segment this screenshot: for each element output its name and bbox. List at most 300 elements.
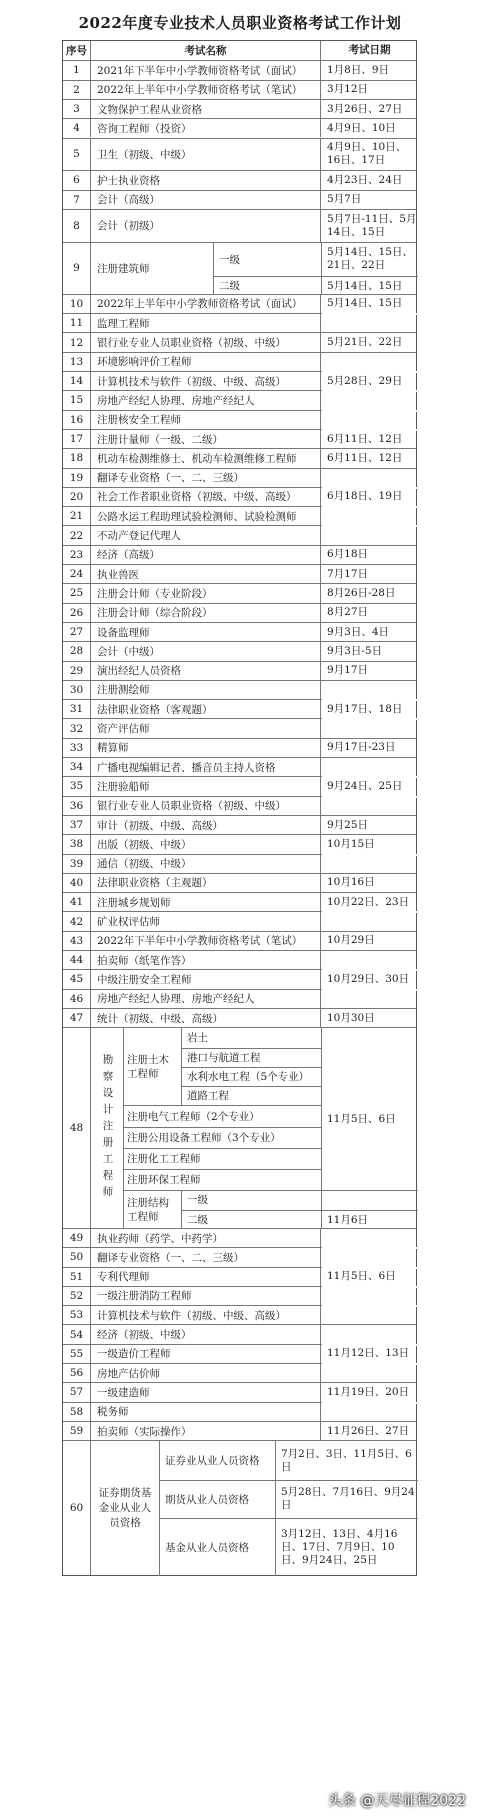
exam-name: 文物保护工程从业资格 <box>91 100 321 118</box>
exam-name: 2022年上半年中小学教师资格考试（面试） <box>91 295 321 313</box>
table-row <box>63 1402 416 1421</box>
row-number: 54 <box>63 1325 91 1343</box>
divider <box>181 1048 321 1049</box>
row-number: 50 <box>63 1248 91 1266</box>
exam-name: 拍卖师（纸笔作答） <box>91 951 321 969</box>
table-row <box>63 468 416 487</box>
table-row-48 <box>63 1027 416 1228</box>
exam-name: 法律职业资格（客观题） <box>91 700 321 718</box>
row-number: 53 <box>63 1306 91 1324</box>
exam-date: 5月28日、29日 <box>327 374 403 387</box>
merge-mask <box>322 718 418 720</box>
exam-date: 9月24日、25日 <box>327 779 403 792</box>
exam-name: 一级注册消防工程师 <box>91 1287 321 1305</box>
exam-schedule-table <box>62 40 417 1576</box>
table-row <box>63 776 416 795</box>
exam-name: 2021年下半年中小学教师资格考试（面试） <box>91 61 321 79</box>
merge-mask <box>322 989 418 991</box>
header-num: 序号 <box>63 41 91 60</box>
row-number: 17 <box>63 430 91 448</box>
merge-mask <box>322 506 418 508</box>
header-name: 考试名称 <box>91 41 321 60</box>
table-row <box>63 969 416 988</box>
exam-date: 10月15日 <box>327 837 375 850</box>
exam-name: 注册核安全工程师 <box>91 411 321 429</box>
exam-name: 出版（初级、中级） <box>91 835 321 853</box>
merge-mask <box>322 776 418 778</box>
table-row <box>63 313 416 332</box>
exam-date: 5月7日-11日、5月14日、15日 <box>327 212 417 238</box>
header-date: 考试日期 <box>348 44 391 57</box>
page-title: 2022年度专业技术人员职业资格考试工作计划 <box>78 14 402 32</box>
row-number: 24 <box>63 565 91 583</box>
row-number: 55 <box>63 1345 91 1363</box>
row-number: 4 <box>63 119 91 137</box>
exam-name: 法律职业资格（主观题） <box>91 874 321 892</box>
table-row <box>63 873 416 892</box>
row-number: 25 <box>63 584 91 602</box>
exam-name: 护士执业资格 <box>91 171 321 189</box>
exam-date: 11月5日、6日 <box>327 1113 396 1126</box>
merge-mask <box>322 1344 418 1346</box>
row-number: 38 <box>63 835 91 853</box>
row-number: 42 <box>63 912 91 930</box>
exam-name: 矿业权评估师 <box>91 912 321 930</box>
group-name: 证券期货基金业从业人员资格 <box>98 1487 152 1530</box>
exam-name: 注册会计师（综合阶段） <box>91 604 321 622</box>
row-number: 26 <box>63 604 91 622</box>
row-number: 19 <box>63 469 91 487</box>
exam-date: 1月8日、9日 <box>327 63 390 76</box>
table-row <box>63 661 416 680</box>
row-number: 56 <box>63 1364 91 1382</box>
exam-name: 卫生（初级、中级） <box>91 139 321 171</box>
merge-mask <box>322 429 418 431</box>
exam-name: 公路水运工程助理试验检测师、试验检测师 <box>91 507 321 525</box>
row-number: 44 <box>63 951 91 969</box>
table-row <box>63 815 416 834</box>
merge-mask <box>322 1305 418 1307</box>
table-row <box>63 1421 416 1440</box>
divider <box>159 1441 160 1576</box>
row-number: 28 <box>63 642 91 660</box>
row-number: 30 <box>63 681 91 699</box>
table-row <box>63 989 416 1008</box>
civil-item: 水利水电工程（5个专业） <box>187 1070 310 1083</box>
table-row <box>63 834 416 853</box>
row-number: 16 <box>63 411 91 429</box>
exam-name: 税务师 <box>91 1403 321 1421</box>
exam-date <box>321 469 418 487</box>
table-row <box>63 371 416 390</box>
row-number: 8 <box>63 210 91 242</box>
merge-mask <box>322 796 418 798</box>
exam-name: 银行业专业人员职业资格（初级、中级） <box>91 333 321 351</box>
exam-name: 环境影响评价工程师 <box>91 353 321 371</box>
exam-date <box>321 411 418 429</box>
row-number: 40 <box>63 874 91 892</box>
exam-date: 8月26日-28日 <box>327 586 396 599</box>
exam-date <box>321 912 418 930</box>
exam-name: 翻译专业资格（一、二、三级） <box>91 1248 321 1266</box>
row-number: 20 <box>63 488 91 506</box>
exam-name: 统计（初级、中级、高级） <box>91 1009 321 1027</box>
merge-mask <box>322 1363 418 1365</box>
exam-date: 9月3日、4日 <box>327 625 390 638</box>
exam-name: 会计（高级） <box>91 191 321 209</box>
table-row <box>63 931 416 950</box>
row-number: 37 <box>63 816 91 834</box>
table-row <box>63 641 416 660</box>
row-number: 32 <box>63 719 91 737</box>
exam-date <box>321 681 418 699</box>
table-header <box>63 41 416 60</box>
table-row <box>63 190 416 209</box>
divider <box>181 1086 321 1087</box>
row-number: 59 <box>63 1422 91 1440</box>
row-number: 13 <box>63 353 91 371</box>
table-row <box>63 352 416 371</box>
exam-date <box>321 758 418 776</box>
exam-date: 4月23日、24日 <box>327 173 403 186</box>
merge-mask <box>322 390 418 392</box>
exam-name: 注册城乡规划师 <box>91 893 321 911</box>
exam-date: 11月19日、20日 <box>327 1385 410 1398</box>
exam-date <box>321 1248 418 1266</box>
table-row <box>63 911 416 930</box>
table-row <box>63 1324 416 1343</box>
exam-date <box>321 855 418 873</box>
table-row <box>63 118 416 137</box>
exam-date: 10月30日 <box>327 1011 375 1024</box>
merge-mask <box>322 969 418 971</box>
table-row <box>63 138 416 171</box>
row-number: 18 <box>63 449 91 467</box>
row-number: 1 <box>63 61 91 79</box>
exam-name: 一级建造师 <box>91 1383 321 1401</box>
civil-item: 港口与航道工程 <box>187 1051 261 1064</box>
civil-engineer: 注册土木工程师 <box>127 1053 169 1080</box>
row-number: 47 <box>63 1009 91 1027</box>
exam-name: 咨询工程师（投资） <box>91 119 321 137</box>
row-number: 33 <box>63 739 91 757</box>
divider <box>213 276 418 277</box>
row-number: 49 <box>63 1229 91 1247</box>
table-row <box>63 1363 416 1382</box>
exam-name: 会计（初级） <box>91 210 321 242</box>
exam-date <box>321 1403 418 1421</box>
row-number: 22 <box>63 526 91 544</box>
exam-name: 审计（初级、中级、高级） <box>91 816 321 834</box>
exam-date: 6月18日 <box>327 548 369 561</box>
exam-name: 执业药师（药学、中药学） <box>91 1229 321 1247</box>
row-number: 10 <box>63 295 91 313</box>
exam-name: 精算师 <box>91 739 321 757</box>
exam-date: 5月7日 <box>327 193 362 206</box>
row-number: 52 <box>63 1287 91 1305</box>
row-number: 21 <box>63 507 91 525</box>
merge-mask <box>322 487 418 489</box>
row-number: 31 <box>63 700 91 718</box>
civil-item: 道路工程 <box>187 1090 229 1103</box>
table-row <box>63 294 416 313</box>
table-row <box>63 699 416 718</box>
civil-item: 岩土 <box>187 1032 208 1045</box>
divider <box>275 1441 276 1576</box>
table-row-60 <box>63 1440 416 1575</box>
exam-name: 机动车检测维修士、机动车检测维修工程师 <box>91 449 321 467</box>
table-row <box>63 892 416 911</box>
exam-date: 5月28日、7月16日、9月24日 <box>281 1486 415 1512</box>
exam-name: 银行业专业人员职业资格（初级、中级） <box>91 797 321 815</box>
exam-date: 3月26日、27日 <box>327 102 403 115</box>
row-number: 60 <box>63 1441 91 1575</box>
exam-name: 计算机技术与软件（初级、中级、高级） <box>91 372 321 390</box>
table-row <box>63 429 416 448</box>
merge-mask <box>322 1267 418 1269</box>
exam-date: 10月16日 <box>327 876 375 889</box>
exam-date: 6月11日、12日 <box>327 451 403 464</box>
exam-name: 一级造价工程师 <box>91 1345 321 1363</box>
structural-engineer: 注册结构工程师 <box>127 1196 169 1223</box>
exam-name: 注册会计师（专业阶段） <box>91 584 321 602</box>
exam-name: 监理工程师 <box>91 314 321 332</box>
exam-name: 设备监理师 <box>91 623 321 641</box>
exam-date <box>321 526 418 544</box>
exam-date <box>321 1325 418 1343</box>
table-row <box>63 170 416 189</box>
exam-date: 11月5日、6日 <box>327 1270 396 1283</box>
merge-mask <box>322 1402 418 1404</box>
exam-name: 房地产经纪人协理、房地产经纪人 <box>91 391 321 409</box>
table-row <box>63 1247 416 1266</box>
struct-level: 二级 <box>187 1213 208 1226</box>
exam-date: 9月25日 <box>327 818 369 831</box>
exam-name: 翻译专业资格（一、二、三级） <box>91 469 321 487</box>
row-number: 46 <box>63 990 91 1008</box>
engineer-type: 注册化工工程师 <box>127 1152 201 1165</box>
exam-date: 4月9日、10日 <box>327 121 396 134</box>
engineer-type: 注册公用设备工程师（3个专业） <box>127 1131 281 1144</box>
table-row <box>63 1228 416 1247</box>
exam-date: 9月17日-23日 <box>327 741 396 754</box>
row-number: 39 <box>63 855 91 873</box>
merge-mask <box>322 854 418 856</box>
row-number: 43 <box>63 932 91 950</box>
exam-date <box>321 1287 418 1305</box>
divider <box>213 243 214 295</box>
table-row <box>63 1008 416 1027</box>
exam-name: 期货从业人员资格 <box>165 1493 249 1506</box>
exam-name: 广播电视编辑记者、播音员主持人资格 <box>91 758 321 776</box>
table-row <box>63 1267 416 1286</box>
table-row <box>63 410 416 429</box>
table-row <box>63 796 416 815</box>
table-row <box>63 854 416 873</box>
row-number: 12 <box>63 333 91 351</box>
row-number: 34 <box>63 758 91 776</box>
exam-date: 3月12日 <box>327 83 369 96</box>
merge-mask <box>322 410 418 412</box>
exam-name: 不动产登记代理人 <box>91 526 321 544</box>
row-number: 7 <box>63 191 91 209</box>
table-row <box>63 80 416 99</box>
divider <box>321 243 322 295</box>
sub-level: 一级 <box>219 253 240 266</box>
exam-name: 注册计量师（一级、二级） <box>91 430 321 448</box>
row-number: 3 <box>63 100 91 118</box>
exam-date: 5月14日、15日 <box>327 279 403 292</box>
row-number: 27 <box>63 623 91 641</box>
table-row <box>63 332 416 351</box>
exam-name: 专利代理师 <box>91 1268 321 1286</box>
exam-name: 会计（中级） <box>91 642 321 660</box>
table-row <box>63 718 416 737</box>
exam-date: 4月9日、10日、16日、17日 <box>327 141 407 167</box>
exam-date: 8月27日 <box>327 606 369 619</box>
exam-name: 2022年下半年中小学教师资格考试（笔试） <box>91 932 321 950</box>
table-row <box>63 99 416 118</box>
table-row <box>63 1286 416 1305</box>
exam-date: 9月3日-5日 <box>327 644 383 657</box>
exam-date <box>321 314 418 332</box>
exam-date <box>321 391 418 409</box>
exam-name: 中级注册安全工程师 <box>91 970 321 988</box>
row-number: 45 <box>63 970 91 988</box>
merge-mask <box>322 1286 418 1288</box>
row-number: 57 <box>63 1383 91 1401</box>
merge-mask <box>322 313 418 315</box>
table-row <box>63 622 416 641</box>
table-row <box>63 60 416 79</box>
row-number: 36 <box>63 797 91 815</box>
row-number: 11 <box>63 314 91 332</box>
merge-mask <box>322 911 418 913</box>
table-row <box>63 487 416 506</box>
exam-date: 7月17日 <box>327 567 369 580</box>
exam-name: 资产评估师 <box>91 719 321 737</box>
merge-mask <box>322 371 418 373</box>
divider <box>181 1210 418 1211</box>
sub-level: 二级 <box>219 279 240 292</box>
row-number: 9 <box>63 243 91 294</box>
exam-name: 经济（初级、中级） <box>91 1325 321 1343</box>
divider <box>181 1067 321 1068</box>
engineer-type: 注册环保工程师 <box>127 1174 201 1187</box>
divider <box>123 1028 124 1229</box>
exam-name: 执业兽医 <box>91 565 321 583</box>
row-number: 2 <box>63 81 91 99</box>
row-number: 58 <box>63 1403 91 1421</box>
row-number: 35 <box>63 777 91 795</box>
exam-date: 10月22日、23日 <box>327 895 410 908</box>
table-row <box>63 390 416 409</box>
table-row <box>63 738 416 757</box>
exam-date: 6月18日、19日 <box>327 490 403 503</box>
row-number: 29 <box>63 662 91 680</box>
table-row <box>63 564 416 583</box>
exam-name: 2022年上半年中小学教师资格考试（笔试） <box>91 81 321 99</box>
table-row <box>63 757 416 776</box>
exam-date <box>321 1229 418 1247</box>
row-number: 48 <box>63 1028 91 1228</box>
exam-name: 拍卖师（实际操作） <box>91 1422 321 1440</box>
exam-name: 房地产经纪人协理、房地产经纪人 <box>91 990 321 1008</box>
row-number: 41 <box>63 893 91 911</box>
group-name: 勘察设计注册工程师 <box>101 1054 114 1203</box>
exam-name: 注册建筑师 <box>97 263 150 276</box>
exam-date <box>321 951 418 969</box>
exam-date: 3月12日、13日、4月16日、17日、7月9日、10日、9月24日、25日 <box>281 1527 398 1566</box>
merge-mask <box>322 525 418 527</box>
exam-date: 6月11日、12日 <box>327 432 403 445</box>
divider <box>321 1028 322 1229</box>
exam-date <box>321 797 418 815</box>
exam-date <box>321 719 418 737</box>
row-number: 51 <box>63 1268 91 1286</box>
exam-date <box>321 990 418 1008</box>
exam-date: 10月29日 <box>327 934 375 947</box>
table-row <box>63 1344 416 1363</box>
table-row <box>63 545 416 564</box>
row-number: 6 <box>63 171 91 189</box>
exam-name: 计算机技术与软件（初级、中级、高级） <box>91 1306 321 1324</box>
table-row <box>63 950 416 969</box>
exam-date: 5月14日、15日、21日、22日 <box>327 246 413 272</box>
table-row <box>63 1382 416 1401</box>
exam-date: 9月17日 <box>327 664 369 677</box>
exam-name: 基金从业人员资格 <box>165 1541 249 1554</box>
exam-date <box>321 1306 418 1324</box>
exam-date: 11月6日 <box>327 1213 369 1226</box>
watermark: 头条 @天尽征程2022 <box>327 1793 466 1809</box>
exam-name: 社会工作者职业资格（初级、中级、高级） <box>91 488 321 506</box>
exam-name: 证券业从业人员资格 <box>165 1455 260 1468</box>
exam-date <box>321 507 418 525</box>
struct-level: 一级 <box>187 1194 208 1207</box>
table-row <box>63 506 416 525</box>
exam-date: 10月29日、30日 <box>327 972 410 985</box>
table-row <box>63 603 416 622</box>
row-number: 5 <box>63 139 91 171</box>
exam-name: 演出经纪人员资格 <box>91 662 321 680</box>
table-row <box>63 583 416 602</box>
row-number: 14 <box>63 372 91 390</box>
exam-date: 7月2日、3日、11月5日、6日 <box>281 1447 412 1473</box>
exam-name: 注册验船师 <box>91 777 321 795</box>
exam-date: 9月17日、18日 <box>327 702 403 715</box>
table-row <box>63 680 416 699</box>
exam-name: 注册测绘师 <box>91 681 321 699</box>
exam-date <box>321 1364 418 1382</box>
row-number: 23 <box>63 546 91 564</box>
merge-mask <box>322 699 418 701</box>
exam-name: 房地产估价师 <box>91 1364 321 1382</box>
row-number: 15 <box>63 391 91 409</box>
engineer-type: 注册电气工程师（2个专业） <box>127 1110 260 1123</box>
table-row <box>63 209 416 242</box>
exam-name: 通信（初级、中级） <box>91 855 321 873</box>
table-row <box>63 1305 416 1324</box>
exam-name: 经济（高级） <box>91 546 321 564</box>
merge-mask <box>322 1247 418 1249</box>
exam-date <box>321 353 418 371</box>
exam-date: 11月26日、27日 <box>327 1424 410 1437</box>
table-row <box>63 448 416 467</box>
exam-date: 5月21日、22日 <box>327 336 403 349</box>
table-row <box>63 242 416 294</box>
table-row <box>63 525 416 544</box>
